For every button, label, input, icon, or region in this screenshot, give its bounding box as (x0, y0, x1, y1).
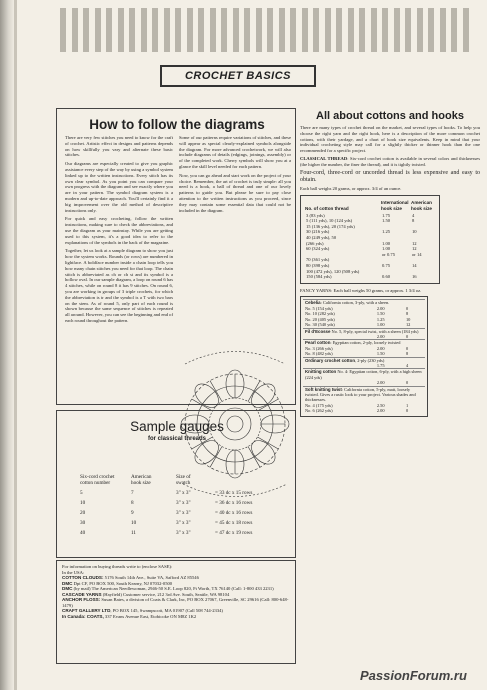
binding-tab (290, 8, 296, 52)
table-header: No. of cotton thread (305, 205, 349, 211)
supplier-address: 5176 South 14th Ave., Suite VA, Safford AZ 85546 (103, 575, 199, 580)
gauge-cell: 10 (131, 520, 137, 526)
cottons-article (300, 110, 480, 417)
classical-label: CLASSICAL THREAD (300, 155, 348, 161)
table-cell: 1.00 (376, 322, 385, 328)
table-cell: 8 (405, 351, 409, 357)
table-cell: 40 (249 yds), 50 (306, 234, 337, 240)
table-cell: 1.00 (382, 246, 391, 252)
table-cell: 12 (412, 240, 417, 246)
supplier-name: CRAFT GALLERY LTD (62, 608, 111, 613)
gauge-cell: 7 (131, 490, 134, 496)
table-cell: No. 8 (482 yds) (305, 351, 333, 357)
table-cell: 80 (398 yds) (306, 262, 330, 268)
gauge-header: American hook size (131, 474, 152, 486)
gauge-cell: = 33 dc x 15 rows (215, 490, 253, 496)
supplier-name: In Canada: COATS, (62, 613, 104, 619)
paragraph: There are very few stitches you need to know for the craft of crochet. Artistic effect in designs and patterns depends on how skillfully you vary and alternate these basic stitches. (65, 135, 173, 158)
table-cell: 15 (136 yds), 20 (174 yds) (306, 223, 355, 229)
info-line (62, 597, 290, 608)
diagrams-column-2 (179, 135, 291, 213)
paragraph: Four-cord, three-cord or uncorded thread is less expensive and easy to obtain. (300, 169, 480, 183)
table-cell: 0.75 (382, 262, 391, 268)
diagrams-title: How to follow the diagrams (89, 117, 265, 132)
supplier-address: Susan Bates, a division of Coats & Clark, Inc, PO BOX 27067, Greenville, SC 29616 (Call: 800-648-1479) (62, 597, 289, 608)
gauge-cell: = 45 dc x 18 rows (215, 520, 253, 526)
table-cell: 4 (412, 212, 415, 218)
binding-tab (325, 8, 331, 52)
table-cell: 60 (324 yds) (306, 246, 330, 252)
paragraph: There are many types of crochet thread on the market, and several types of hooks. To help you choose the right yarn and the right hook, here is a description of the more common crochet cottons, with their yardage, and a chart of hook size equivalents. Keep in mind that your individual crocheting style may call for a slightly thicker or thinner hook than the one recommended for a specific project. (300, 125, 480, 154)
table-cell: 10 (412, 229, 417, 235)
info-intro: For information on buying threads write to (enclose SASE): (62, 564, 173, 569)
table-cell: or 0.75 (382, 251, 396, 257)
binding-tab (210, 8, 216, 52)
binding-tab (83, 8, 89, 52)
gauge-cell: = 36 dc x 16 rows (215, 500, 253, 506)
gauge-cell: = 47 dc x 19 rows (215, 530, 253, 536)
page-spine (0, 0, 14, 690)
supplier-address: (by mail) The American Needlewoman, 2946-50 S.E. Loop 820, Ft Worth, TX 76140 (Call: 1-800 433 2231) (72, 586, 274, 591)
table-cell: No. 3 (266 yds) (305, 345, 333, 351)
watermark-logo: PassionForum.ru (360, 668, 467, 683)
table-cell: 2.00 (376, 380, 385, 386)
table-cell: 2.00 (376, 305, 385, 311)
yarn-desc: : California cotton, 3-ply, with a sheen. (320, 300, 390, 306)
table-cell: 1.00 (382, 240, 391, 246)
binding-tab (164, 8, 170, 52)
yarn-desc: : Egyptian cotton, 2-ply, loosely twisted (330, 340, 401, 346)
yarn-desc: No. 4: Egyptian cotton, 6-ply, with a high sheen (224 yds) (305, 369, 422, 380)
supplier-name: DMC (62, 580, 73, 586)
table-cell: 0 (405, 345, 409, 351)
table-cell: 0 (405, 408, 409, 414)
supplier-name: CASCADE YARNS (62, 591, 102, 597)
yarn-name: Cebelia (305, 300, 321, 306)
table-row (79, 529, 262, 537)
table-cell: 4 (405, 362, 409, 368)
fancy-yarns-text: FANCY YARNS: Each ball weighs 50 grams, or approx. 1 3/4 oz. (300, 287, 422, 293)
yarn-name: Ordinary crochet cotton (305, 357, 356, 363)
gauge-cell: 3" x 3" (176, 500, 191, 506)
binding-tab (428, 8, 434, 52)
binding-tab (198, 8, 204, 52)
binding-tab (313, 8, 319, 52)
binding-tab (118, 8, 124, 52)
gauge-cell: 30 (80, 520, 86, 526)
table-cell: 0 (405, 333, 409, 339)
cottons-title: All about cottons and hooks (316, 110, 464, 122)
table-cell: No. 30 (540 yds) (305, 322, 335, 328)
supplier-address: Dpt CF, PO BOX 500, South Kearny, NJ 07032-0500 (72, 580, 173, 586)
table-cell: 0 (405, 380, 409, 386)
page-tabs (60, 0, 480, 62)
table-cell: 0.60 (382, 274, 391, 280)
table-cell: 150 (584 yds) (306, 274, 332, 280)
binding-tab (141, 8, 147, 52)
binding-tab (60, 8, 66, 52)
cottons-text (300, 125, 480, 191)
binding-tab (463, 8, 469, 52)
binding-tab (175, 8, 181, 52)
table-row (304, 274, 436, 280)
table-cell: No. 10 (282 yds) (305, 311, 335, 317)
paragraph: For quick and easy crocheting, follow the written instructions, making sure to check the abbreviations, and use the diagram as your mainstay. While you are getting used to this system, it's a good idea to refer to the explanations of the symbols in the back of the magazine. (65, 216, 173, 245)
binding-tab (451, 8, 457, 52)
gauge-cell: 3" x 3" (176, 520, 191, 526)
table-cell: (266 yds) (306, 240, 324, 246)
gauge-cell: 3" x 3" (176, 530, 191, 536)
gauge-cell: = 40 dc x 16 rows (215, 510, 253, 516)
yarn-name: Soft knitting twist (305, 386, 342, 392)
table-cell: 12 (405, 322, 411, 328)
yarn-name: Pearl cotton (305, 340, 331, 346)
binding-tab (371, 8, 377, 52)
binding-tab (279, 8, 285, 52)
table-cell: 3 (83 yds) (306, 212, 325, 218)
classical-text: : Six-cord crochet cotton is available in several colors and thicknesses (the higher the number, the finer the thread), and it is tightly twisted. (300, 155, 480, 167)
fancy-yarns-table (303, 299, 425, 413)
binding-tab (187, 8, 193, 52)
gauge-cell: 9 (131, 510, 134, 516)
gauge-cell: 5 (80, 490, 83, 496)
table-cell: 70 (361 yds) (306, 257, 330, 263)
supplier-name: DMC (62, 586, 73, 591)
binding-tab (221, 8, 227, 52)
table-row (303, 408, 425, 413)
table-cell: 2.00 (376, 408, 385, 414)
cotton-hook-table-box (300, 195, 440, 283)
binding-tab (106, 8, 112, 52)
binding-tab (302, 8, 308, 52)
gauges-title: Sample gauges (130, 419, 224, 434)
table-cell: 1.25 (382, 229, 391, 235)
binding-tab (233, 8, 239, 52)
supplier-name: ANCHOR FLOSS: (62, 597, 101, 602)
table-cell: 1.75 (382, 212, 391, 218)
yarn-heading (303, 369, 425, 380)
table-cell: 16 (412, 274, 417, 280)
table-cell: 0 (405, 305, 409, 311)
yarn-heading (303, 386, 425, 403)
binding-tab (267, 8, 273, 52)
yarn-name: Knitting cotton (305, 369, 337, 375)
table-cell: 1.50 (376, 351, 385, 357)
binding-tab (359, 8, 365, 52)
binding-tab (95, 8, 101, 52)
binding-tab (394, 8, 400, 52)
gauge-cell: 3" x 3" (176, 510, 191, 516)
diagrams-article (56, 108, 296, 405)
supplier-name: COTTON CLOUDS: (62, 575, 104, 580)
paragraph: Now, you can go ahead and start work on the project of your choice. Remember, the art of crochet is truly simple: all you need is a hook, a ball of thread and one of our lovely patterns to guide you. But please be sure to pay close attention to the written instructions as you proceed, since they may contain some essential data that could not be included in the diagram. (179, 172, 291, 213)
binding-tab (382, 8, 388, 52)
table-cell: 1 (405, 402, 409, 408)
info-line (62, 614, 290, 620)
table-cell: 14 (412, 262, 417, 268)
table-cell: 10 (405, 316, 411, 322)
table-cell: 2.00 (376, 333, 385, 339)
supplier-address: (Hayfield) Customer service, 212 3rd Ave. South, Seattle, WA 98104 (101, 591, 230, 597)
fancy-yarns-table-box (300, 296, 428, 416)
gauge-cell: 8 (131, 500, 134, 506)
gauge-cell: 3" x 3" (176, 490, 191, 496)
binding-tab (256, 8, 262, 52)
yarn-desc: : California cotton, 5-ply, matt, loosely twisted. Gives a rustic look to your project. Various shades and thicknesses. (305, 386, 416, 403)
supplier-address: 337 Evans Avenue East, Etobicoke ON M8Z 1K2 (103, 613, 197, 619)
table-cell: 30 (216 yds) (306, 229, 330, 235)
yarn-desc: , 2-ply (230 yds) (355, 357, 385, 363)
binding-tab (152, 8, 158, 52)
gauge-cell: 40 (80, 530, 86, 536)
gauge-header (214, 473, 262, 487)
supplier-address: , PO BOX 145, Swampscott, MA 01907 (Call 508 744-2334) (110, 608, 223, 613)
table-cell: 8 (412, 218, 415, 224)
gauge-cell: 20 (80, 510, 86, 516)
gauge-cell: 11 (131, 530, 136, 536)
table-cell: or 14 (412, 251, 422, 257)
table-cell: 1.50 (382, 218, 391, 224)
table-cell: No. 6 (262 yds) (305, 408, 333, 414)
table-row (79, 519, 262, 527)
paragraph: Together, let us look at a sample diagram to show you just how the system works. Rounds (or rows) are numbered in lightface. A boldface number inside a chain loop tells you how many chain stitches you need for that loop. The chain stitch is abbreviated as ch or ch st and its symbol is a hollow oval. In our sample diagram, a loop on round 6 has 4 stitches, while on round 8 it has 9 stitches. On round 6, you are working in groups of 3 triple crochets, for which the abbreviation is tr and the symbol is a T with two bars on the stem. As of round 5, only part of each round is shown because the same sequence of stitches is repeated all around. However, you can see the beginning and end of each round throughout the pattern. (65, 248, 173, 323)
binding-tab (440, 8, 446, 52)
table-cell: 100 (472 yds), 120 (508 yds) (306, 268, 360, 274)
table-cell: 8 (405, 311, 409, 317)
diagrams-column-1 (65, 135, 173, 324)
gauges-table (77, 471, 264, 539)
table-row (79, 509, 262, 517)
binding-tab (336, 8, 342, 52)
table-cell: 1.25 (376, 316, 385, 322)
sample-gauges-box (56, 410, 296, 558)
paragraph: Some of our patterns require variations of stitches, and these will appear as special clearly-explained symbols alongside the diagram. For more advanced crochetwork, we will also include diagrams of details (edgings, joinings, assembly) or of the completed work. Cherry symbols will show you at a glance the skill level needed for each pattern. (179, 135, 291, 169)
binding-tab (405, 8, 411, 52)
table-cell: No. 20 (405 yds) (305, 316, 335, 322)
gauge-header: Six-cord crochet cotton number (80, 474, 115, 486)
gauges-subtitle: for classical threads (147, 436, 207, 442)
gauge-cell: 10 (80, 500, 86, 506)
table-row (79, 489, 262, 497)
table-cell: 5 (111 yds), 10 (124 yds) (306, 218, 353, 224)
table-cell: 1.50 (376, 311, 385, 317)
binding-tab (244, 8, 250, 52)
paragraph: Each ball weighs 20 grams, or approx. 3/4 of an ounce. (300, 185, 402, 191)
spine-edge (14, 0, 17, 690)
section-header: CROCHET BASICS (160, 65, 316, 87)
table-cell: No. 5 (154 yds) (305, 305, 333, 311)
binding-tab (417, 8, 423, 52)
gauge-header: Size of swatch (176, 474, 191, 486)
binding-tab (72, 8, 78, 52)
table-header: American hook size (411, 200, 432, 211)
table-row (79, 499, 262, 507)
binding-tab (348, 8, 354, 52)
table-cell: No. 4 (175 yds) (305, 402, 333, 408)
yarn-desc: No. 5, 8-ply, special twist, with a sheen (184 yds) (330, 328, 419, 334)
paragraph (300, 156, 480, 168)
yarn-name: Fil d'Ecosse (305, 328, 331, 334)
info-region: In the USA: (62, 569, 85, 575)
paragraph: Our diagrams are especially created to give you graphic assistance every step of the way by using a symbol system linked up to the written instructions. Every stitch has its own clear symbol. As you point you can compare your own progress with the diagram and see exactly where you are in your pattern. The symbol diagram system is a modern and up-to-date approach. You'll certainly find it a big improvement over the old method of descriptive instructions only. (65, 161, 173, 213)
table-cell: 2.00 (376, 345, 385, 351)
table-cell: 12 (412, 246, 417, 252)
table-cell: 2.50 (376, 402, 385, 408)
table-cell: 1.75 (376, 362, 385, 368)
table-header: International hook size (381, 200, 409, 211)
binding-tab (129, 8, 135, 52)
cotton-hook-table (304, 199, 436, 279)
thread-info-box (56, 560, 296, 664)
